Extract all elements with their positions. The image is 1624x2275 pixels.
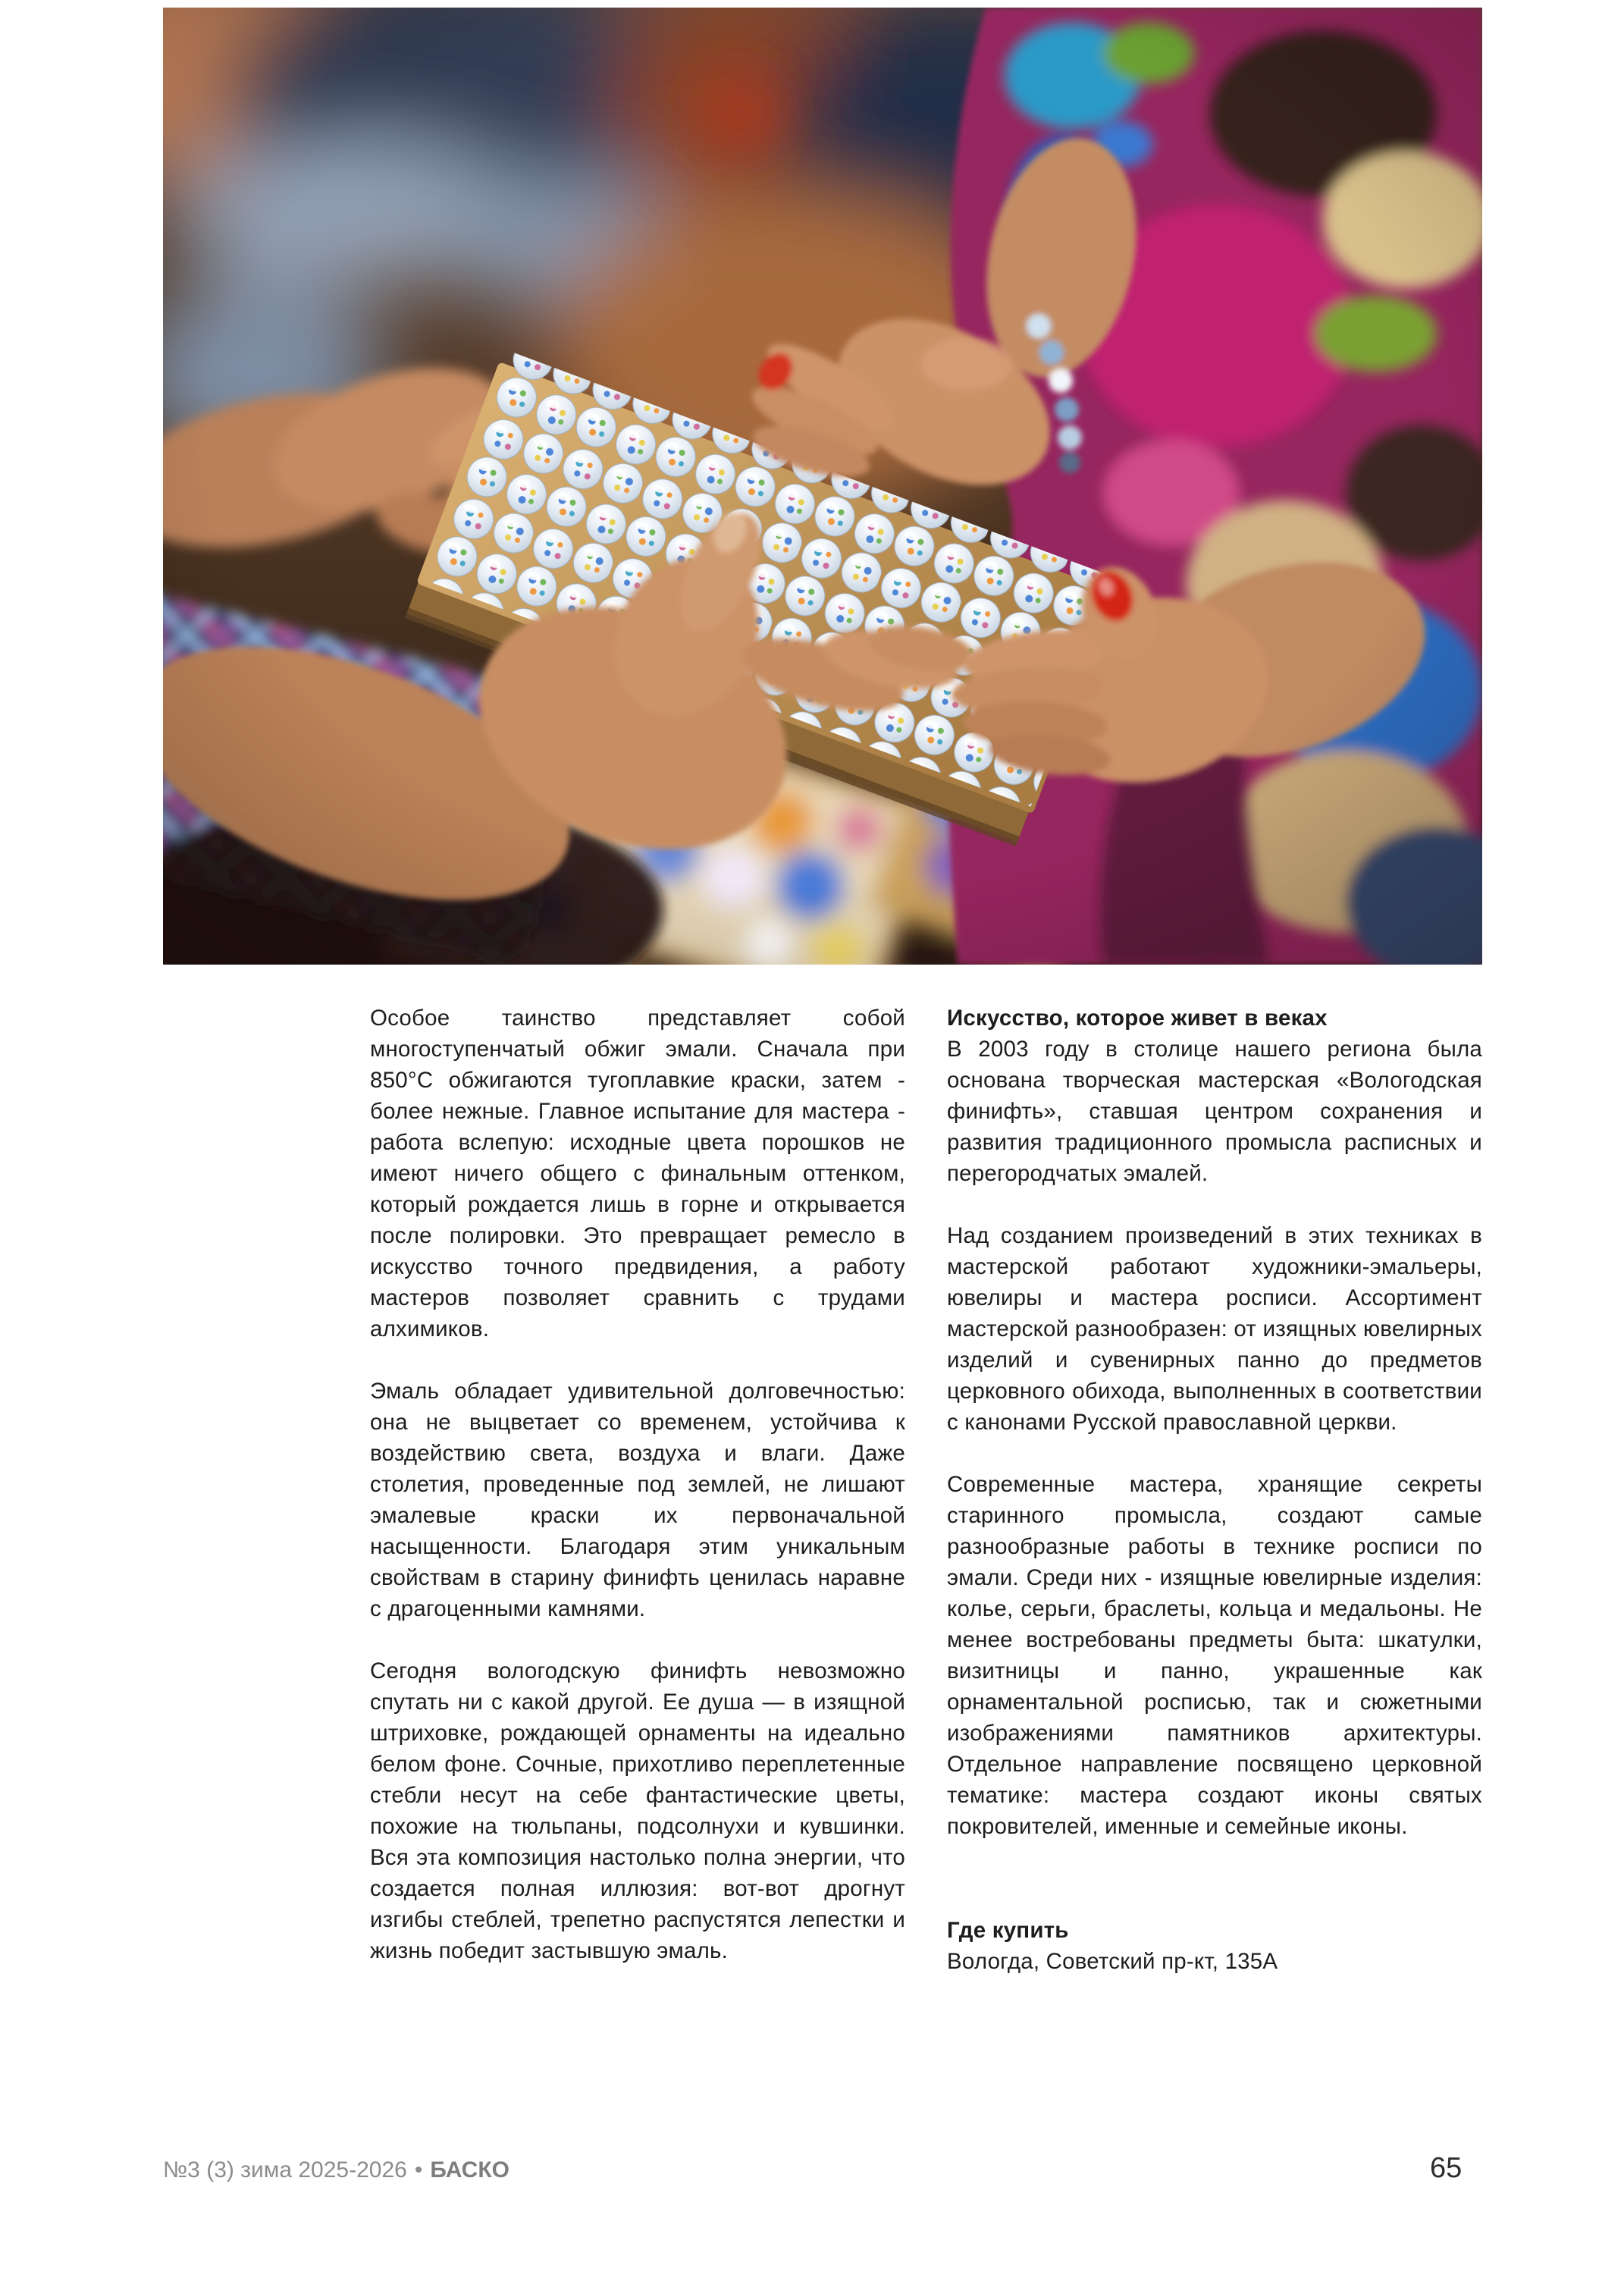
paragraph-workshop-masters: Над созданием произведений в этих техниках в мастерской работают художники-эмальеры, ювелиры и мастера росписи. Ассортимент мастерской разнообразен: от изящных ювелирных изделий и сувенирных панно до предметов церковного обихода, выполненных в соответствии с канонами Русской православной церкви.: [947, 1223, 1482, 1435]
article-photo: [163, 8, 1482, 965]
paragraph-ornament-style: Сегодня вологодскую финифть невозможно спутать ни с какой другой. Ее душа — в изящной штриховке, рождающей орнаменты на идеально белом фоне. Сочные, прихотливо переплетенные стебли несут на себе фантастические цветы, похожие на тюльпаны, подсолнухи и кувшинки. Вся эта композиция настолько полна энергии, что создается полная иллюзия: вот-вот дрогнут изгибы стеблей, трепетно распустятся лепестки и жизнь победит застывшую эмаль.: [370, 1658, 905, 1963]
paragraph-firing-process: Особое таинство представляет собой многоступенчатый обжиг эмали. Сначала при 850°С обжигаются тугоплавкие краски, затем - более нежные. Главное испытание для мастера - работа вслепую: исходные цвета порошков не имеют ничего общего с финальным оттенком, который рождается лишь в горне и открывается после полировки. Это превращает ремесло в искусство точного предвидения, а работу мастеров позволяет сравнить с трудами алхимиков.: [370, 1006, 905, 1341]
where-to-buy-address: Вологда, Советский пр-кт, 135А: [947, 1949, 1278, 1974]
footer-issue: №3 (3) зима 2025-2026: [163, 2157, 407, 2182]
page-number: 65: [1430, 2152, 1463, 2184]
paragraph-workshop-history: В 2003 году в столице нашего региона была основана творческая мастерская «Вологодская финифть», ставшая центром сохранения и развития традиционного промысла расписных и перегородчатых эмалей.: [947, 1037, 1482, 1186]
article-left-column: [370, 1003, 905, 1966]
footer-brand: БАСКО: [430, 2157, 509, 2182]
paragraph-modern-works: Современные мастера, хранящие секреты старинного промысла, создают самые разнообразные работы в технике росписи по эмали. Среди них - изящные ювелирные изделия: колье, серьги, браслеты, кольца и медальоны. Не менее востребованы предметы быта: шкатулки, визитницы и панно, украшенные как орнаментальной росписью, так и сюжетными изображениями памятников архитектуры. Отдельное направление посвящено церковной тематике: мастера создают иконы святых покровителей, именные и семейные иконы.: [947, 1472, 1482, 1839]
footer-separator: •: [414, 2157, 423, 2182]
section-heading: Искусство, которое живет в веках: [947, 1006, 1328, 1031]
article-right-column: [947, 1003, 1482, 1977]
photo-vignette: [163, 8, 1482, 965]
paragraph-durability: Эмаль обладает удивительной долговечностью: она не выцветает со временем, устойчива к воздействию света, воздуха и влаги. Даже столетия, проведенные под землей, не лишают эмалевые краски их первоначальной насыщенности. Благодаря этим уникальным свойствам в старину финифть ценилась наравне с драгоценными камнями.: [370, 1379, 905, 1621]
where-to-buy: [947, 1915, 1482, 1977]
enamel-tray-photo-illustration: [163, 8, 1482, 965]
where-to-buy-heading: Где купить: [947, 1918, 1069, 1943]
page-footer: [163, 2156, 509, 2185]
